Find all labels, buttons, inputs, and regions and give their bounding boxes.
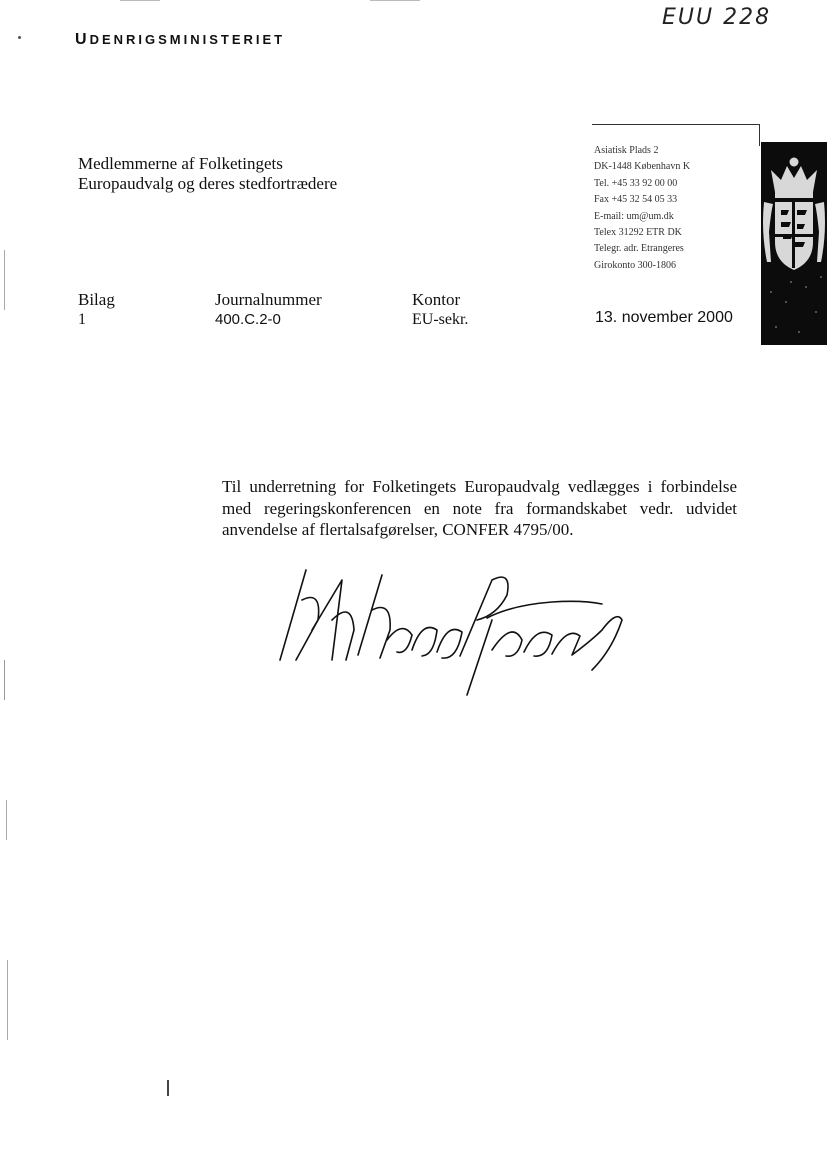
address-block: [594, 143, 690, 274]
recipient-line-2: Europaudvalg og deres stedfortrædere: [78, 174, 338, 193]
journal-label: Journalnummer: [215, 290, 322, 309]
address-line: DK-1448 København K: [594, 161, 691, 173]
kontor-value: EU-sekr.: [412, 311, 469, 328]
address-rule: [592, 124, 760, 125]
recipient-line-1: Medlemmerne af Folketingets: [78, 154, 283, 173]
ministry-rest: DENRIGSMINISTERIET: [89, 32, 286, 47]
ministry-initial: U: [75, 31, 90, 48]
scan-mark: [7, 960, 8, 1040]
scan-mark: [370, 0, 420, 1]
address-rule-vertical: [759, 124, 760, 146]
address-line: Telegr. adr. Etrangeres: [594, 243, 684, 255]
bilag-label: Bilag: [78, 290, 115, 309]
crest-panel: [761, 142, 827, 345]
scan-mark: [167, 1080, 169, 1096]
address-line: Asiatisk Plads 2: [594, 145, 659, 156]
scan-mark: [4, 250, 5, 310]
address-line: Tel. +45 33 92 00 00: [594, 177, 678, 189]
address-line: Girokonto 300-1806: [594, 259, 676, 271]
address-line: Telex 31292 ETR DK: [594, 227, 682, 239]
crest-icon: [761, 142, 827, 345]
body-paragraph: Til underretning for Folketingets Europaudvalg vedlægges i forbindelse med regeringskonferencen en note fra formandskabet vedr. udvidet anvendelse af flertalsafgørelser, CONFER 4795/00.: [222, 477, 737, 539]
scan-mark: [18, 36, 21, 39]
kontor-label: Kontor: [412, 290, 461, 309]
letter-date: 13. november 2000: [595, 309, 733, 326]
handwritten-reference: EUU 228: [662, 5, 772, 30]
ministry-name: [75, 31, 285, 49]
address-line: E-mail: um@um.dk: [594, 210, 674, 222]
journal-value: 400.C.2-0: [215, 311, 281, 328]
address-line: Fax +45 32 54 05 33: [594, 194, 678, 206]
recipient-block: [78, 154, 337, 194]
scan-mark: [4, 660, 5, 700]
bilag-value: 1: [78, 311, 86, 328]
scan-mark: [120, 0, 160, 1]
scan-mark: [6, 800, 7, 840]
signature: [262, 560, 642, 700]
